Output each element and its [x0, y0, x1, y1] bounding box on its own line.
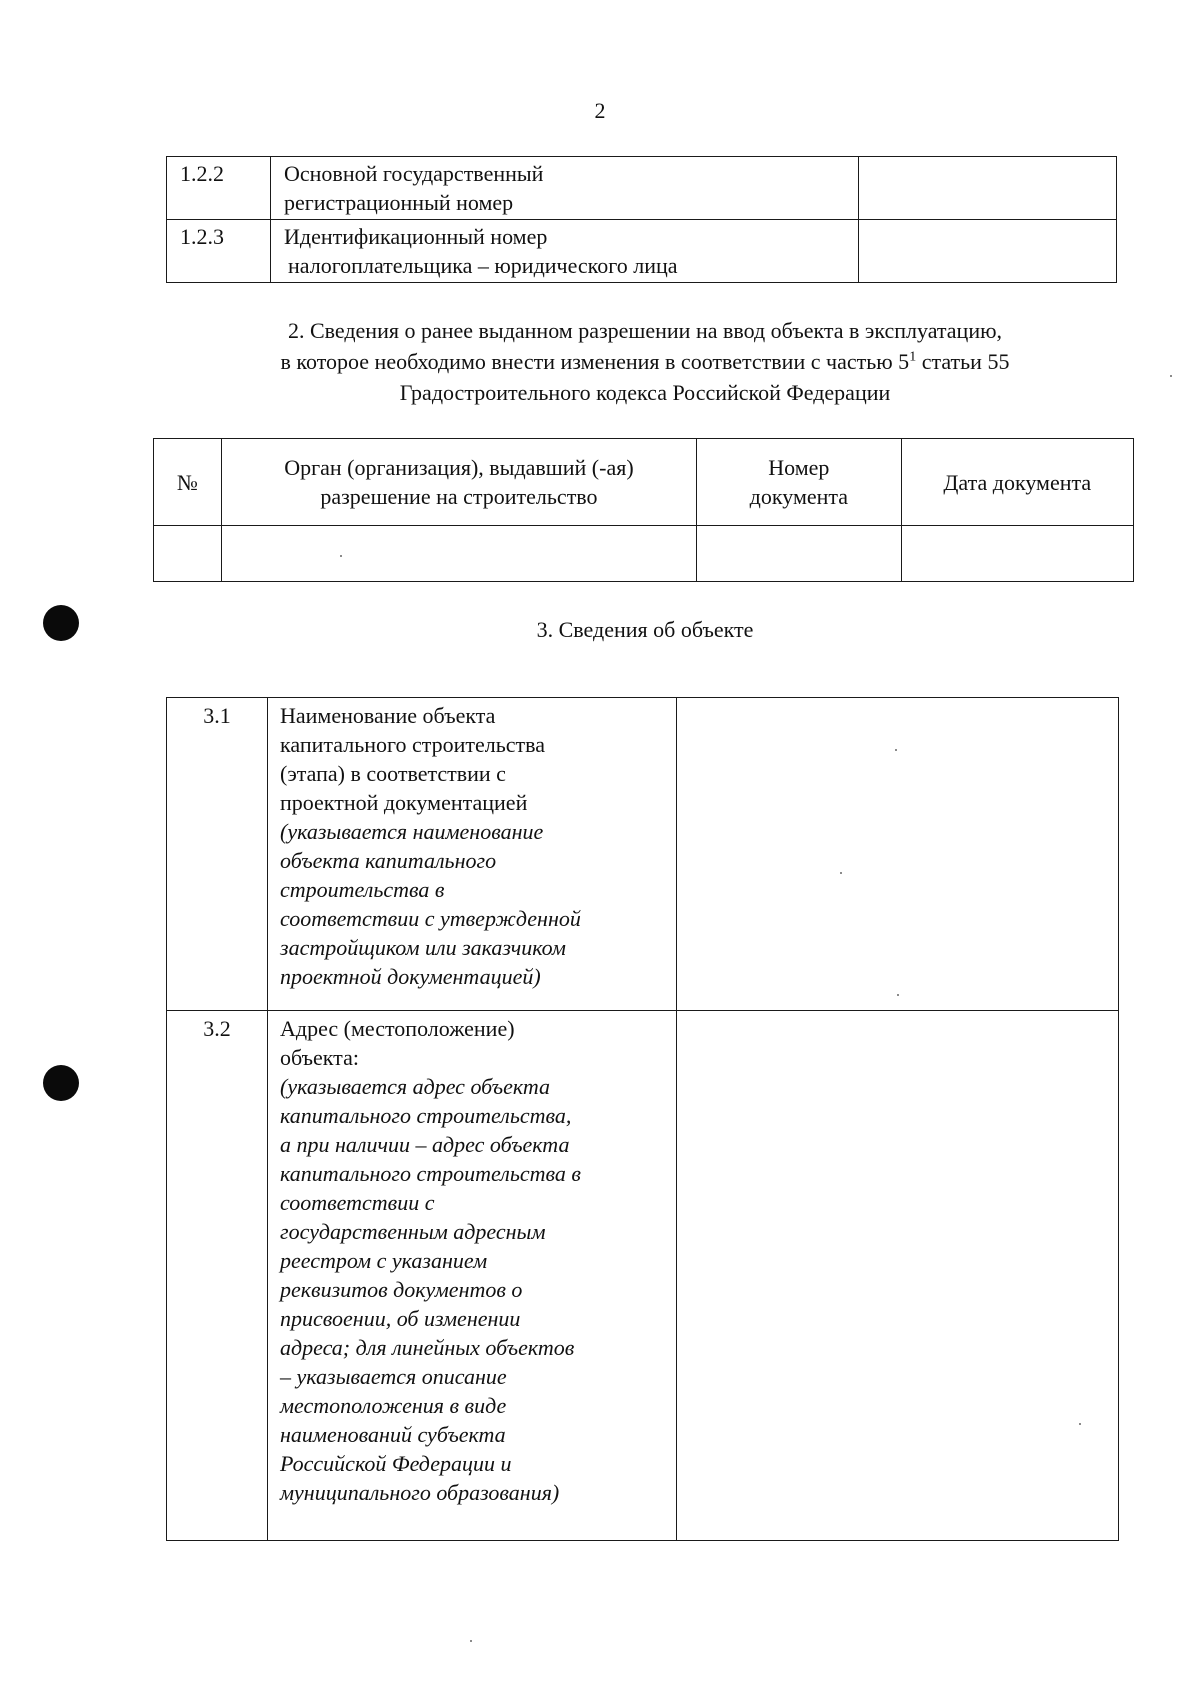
- hint-line: реквизитов документов о: [280, 1277, 523, 1302]
- table-row: [167, 157, 1117, 220]
- column-header-doc-date: Дата документа: [901, 439, 1133, 526]
- row-label: [268, 698, 677, 1011]
- superscript: 1: [909, 349, 917, 365]
- hint-line: проектной документацией): [280, 964, 541, 989]
- scan-speck: [340, 555, 342, 557]
- table-row: [167, 1011, 1119, 1541]
- label-line: проектной документацией: [280, 790, 528, 815]
- row-number: 3.1: [167, 698, 268, 1011]
- label-line: Идентификационный номер: [284, 224, 548, 249]
- doc-date-cell[interactable]: [901, 526, 1133, 582]
- scan-speck: [1170, 375, 1172, 377]
- scan-speck: [1079, 1423, 1081, 1425]
- column-header-doc-number: [697, 439, 901, 526]
- label-line: Адрес (местоположение): [280, 1016, 515, 1041]
- label-line: объекта:: [280, 1045, 359, 1070]
- row-number: 3.2: [167, 1011, 268, 1541]
- hint-line: а при наличии – адрес объекта: [280, 1132, 570, 1157]
- scan-speck: [895, 749, 897, 751]
- inn-value-field[interactable]: [859, 220, 1117, 283]
- hint-line: государственным адресным: [280, 1219, 546, 1244]
- row-number: 1.2.3: [167, 220, 271, 283]
- hint-line: наименований субъекта: [280, 1422, 506, 1447]
- column-header-number: №: [154, 439, 222, 526]
- label-line: Основной государственный: [284, 161, 544, 186]
- label-line: налогоплательщика – юридического лица: [288, 253, 678, 278]
- hint-line: присвоении, об изменении: [280, 1306, 521, 1331]
- applicant-details-table: [166, 156, 1117, 283]
- table-header-row: [154, 439, 1134, 526]
- row-label: [271, 220, 859, 283]
- column-header-issuer: [221, 439, 696, 526]
- label-line: регистрационный номер: [284, 190, 514, 215]
- header-line: Номер: [768, 455, 830, 480]
- object-name-value-field[interactable]: [677, 698, 1119, 1011]
- scan-speck: [897, 994, 899, 996]
- row-number: 1.2.2: [167, 157, 271, 220]
- label-line: (этапа) в соответствии с: [280, 761, 506, 786]
- hint-line: муниципального образования): [280, 1480, 560, 1505]
- table-row: [154, 526, 1134, 582]
- object-address-value-field[interactable]: [677, 1011, 1119, 1541]
- heading-line: 2. Сведения о ранее выданном разрешении на ввод объекта в эксплуатацию,: [287, 318, 1003, 343]
- doc-number-cell[interactable]: [697, 526, 901, 582]
- hint-line: соответствии с: [280, 1190, 435, 1215]
- number-cell[interactable]: [154, 526, 222, 582]
- punch-hole-mark: [43, 1065, 79, 1101]
- hint-line: (указывается наименование: [280, 819, 544, 844]
- hint-line: местоположения в виде: [280, 1393, 507, 1418]
- scan-speck: [470, 1640, 472, 1642]
- previous-permit-table: [153, 438, 1134, 582]
- table-row: [167, 220, 1117, 283]
- hint-line: Российской Федерации и: [280, 1451, 512, 1476]
- hint-line: реестром с указанием: [280, 1248, 488, 1273]
- label-line: капитального строительства: [280, 732, 546, 757]
- row-label: [268, 1011, 677, 1541]
- heading-line: Градостроительного кодекса Российской Федерации: [399, 380, 891, 405]
- header-line: Орган (организация), выдавший (-ая): [284, 455, 634, 480]
- hint-line: строительства в: [280, 877, 445, 902]
- section-2-heading: [0, 315, 1200, 408]
- hint-line: (указывается адрес объекта: [280, 1074, 551, 1099]
- hint-line: – указывается описание: [280, 1364, 507, 1389]
- header-line: документа: [749, 484, 849, 509]
- page-number: 2: [594, 98, 606, 123]
- heading-text: статьи 55: [916, 349, 1010, 374]
- hint-line: адреса; для линейных объектов: [280, 1335, 575, 1360]
- hint-line: соответствии с утвержденной: [280, 906, 581, 931]
- hint-line: застройщиком или заказчиком: [280, 935, 566, 960]
- punch-hole-mark: [43, 605, 79, 641]
- ogrn-value-field[interactable]: [859, 157, 1117, 220]
- scan-speck: [840, 872, 842, 874]
- header-line: разрешение на строительство: [320, 484, 598, 509]
- heading-text: в которое необходимо внести изменения в соответствии с частью 5: [280, 349, 910, 374]
- hint-line: капитального строительства,: [280, 1103, 572, 1128]
- row-label: [271, 157, 859, 220]
- hint-line: капитального строительства в: [280, 1161, 581, 1186]
- hint-line: объекта капитального: [280, 848, 497, 873]
- object-details-table: [166, 697, 1119, 1541]
- heading-line: [0, 346, 1200, 377]
- section-3-heading: 3. Сведения об объекте: [536, 617, 754, 642]
- table-row: [167, 698, 1119, 1011]
- label-line: Наименование объекта: [280, 703, 496, 728]
- issuer-cell[interactable]: [221, 526, 696, 582]
